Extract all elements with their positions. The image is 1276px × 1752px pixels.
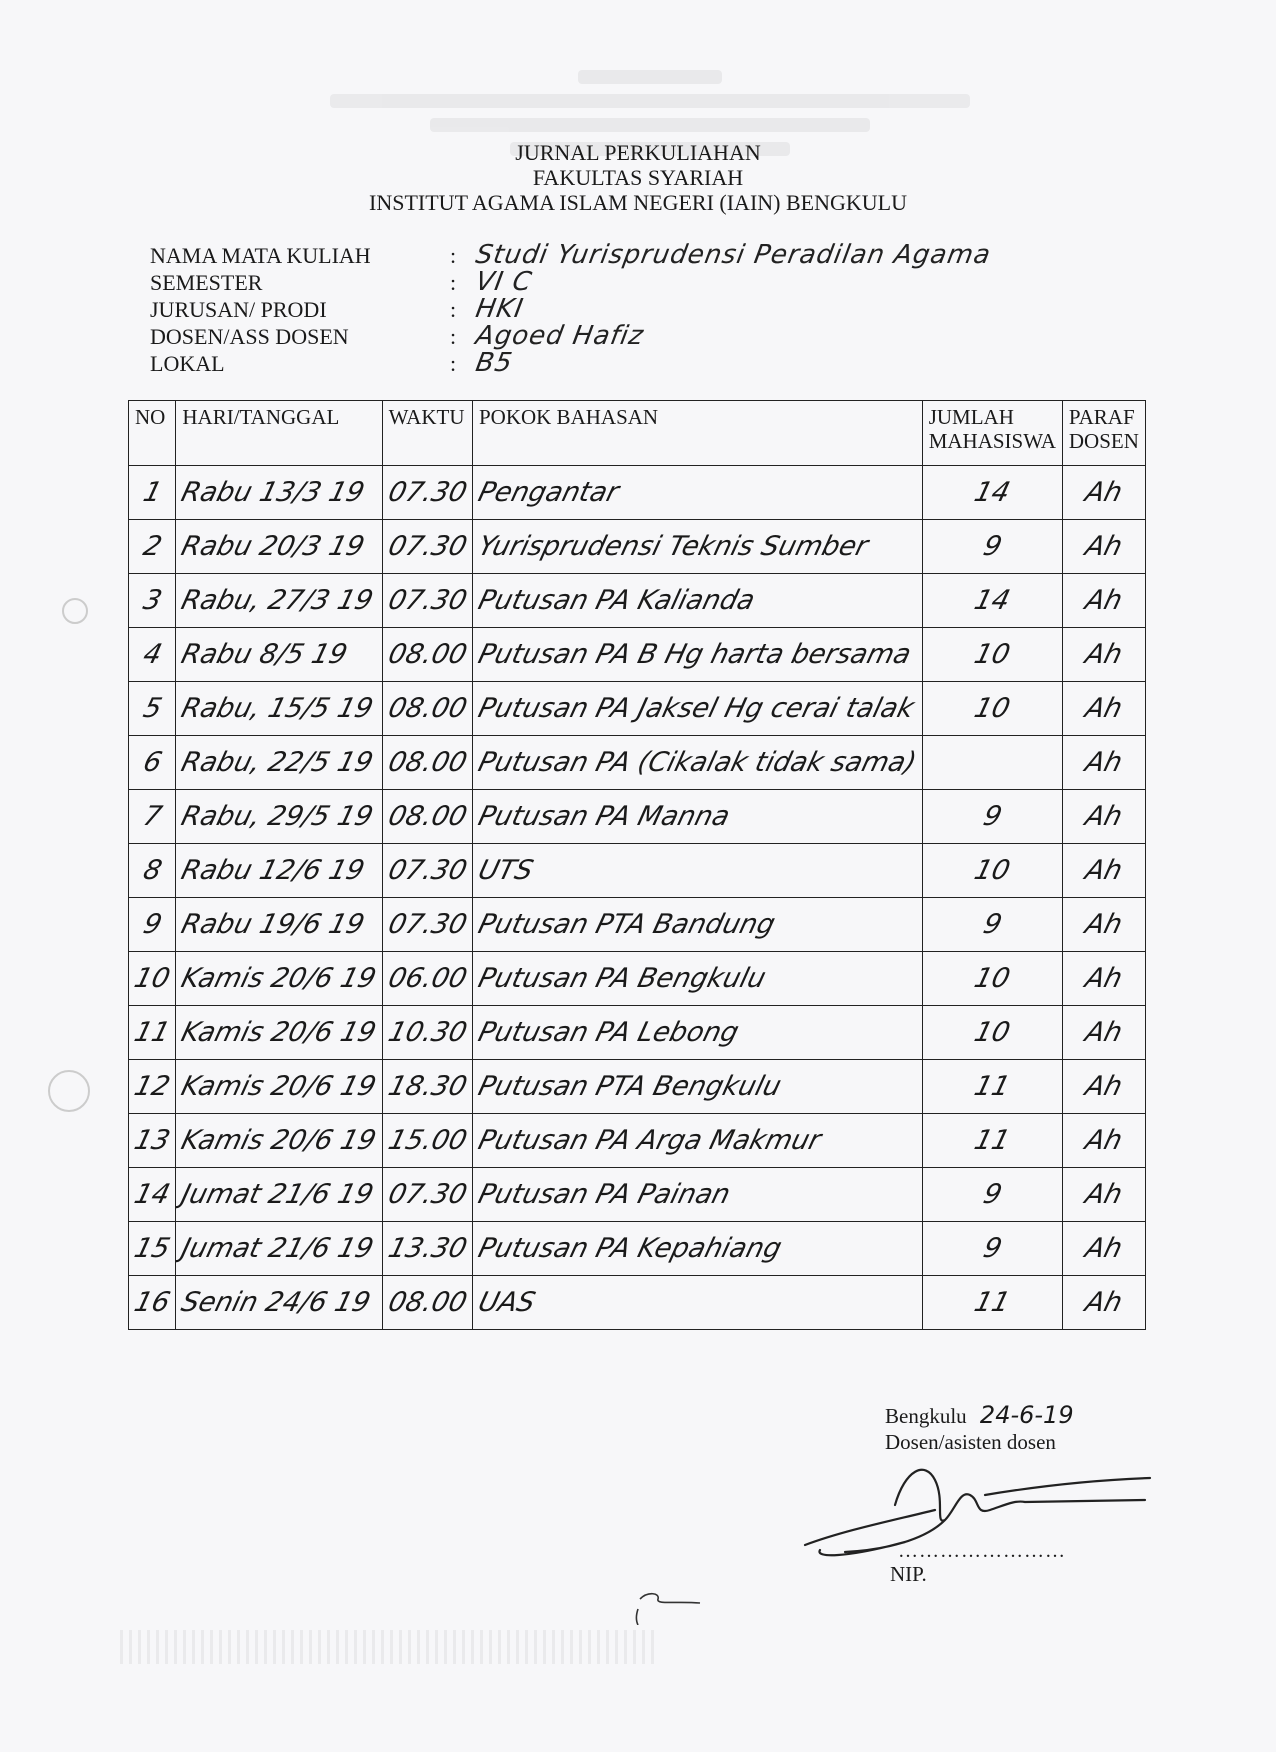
- cell-no: [129, 952, 176, 1006]
- meta-colon: :: [450, 351, 457, 376]
- cell-no: [129, 1060, 176, 1114]
- cell-pokok-bahasan-text: Putusan PA Lebong: [475, 1017, 742, 1048]
- cell-paraf-dosen-text: Ah: [1082, 1179, 1126, 1210]
- cell-pokok-bahasan-text: Putusan PA Arga Makmur: [475, 1125, 825, 1156]
- cell-hari-tanggal-text: Senin 24/6 19: [178, 1287, 374, 1318]
- meta-label: LOKAL: [150, 351, 225, 376]
- cell-hari-tanggal-text: Rabu 13/3 19: [178, 477, 368, 508]
- cell-jumlah-mahasiswa-text: 11: [971, 1287, 1014, 1318]
- meta-row-semester: [150, 269, 991, 296]
- cell-paraf-dosen-text: Ah: [1082, 747, 1126, 778]
- cell-pokok-bahasan: [472, 628, 922, 682]
- table-row: [129, 520, 1146, 574]
- cell-hari-tanggal-text: Rabu 19/6 19: [178, 909, 368, 940]
- cell-paraf-dosen: [1062, 1222, 1145, 1276]
- table-row: [129, 1222, 1146, 1276]
- cell-pokok-bahasan: [472, 952, 922, 1006]
- cell-pokok-bahasan: [472, 1168, 922, 1222]
- cell-jumlah-mahasiswa: [922, 898, 1062, 952]
- cell-jumlah-mahasiswa-text: 11: [971, 1125, 1014, 1156]
- cell-pokok-bahasan-text: Putusan PA Kalianda: [475, 585, 758, 616]
- cell-jumlah-mahasiswa: [922, 1276, 1062, 1330]
- cell-no: [129, 628, 176, 682]
- cell-no-text: 11: [131, 1017, 174, 1048]
- cell-paraf-dosen-text: Ah: [1082, 963, 1126, 994]
- cell-jumlah-mahasiswa-text: 9: [979, 531, 1005, 562]
- header-paraf: [1062, 401, 1145, 466]
- cell-paraf-dosen: [1062, 1114, 1145, 1168]
- cell-paraf-dosen: [1062, 682, 1145, 736]
- cell-waktu: [382, 736, 472, 790]
- faint-barcode-bleed: [120, 1630, 660, 1664]
- meta-label: DOSEN/ASS DOSEN: [150, 324, 349, 349]
- cell-no-text: 3: [139, 585, 165, 616]
- table-header-row: [129, 401, 1146, 466]
- meta-label: SEMESTER: [150, 270, 263, 295]
- cell-waktu-text: 08.00: [384, 801, 470, 832]
- cell-no-text: 6: [139, 747, 165, 778]
- cell-no-text: 10: [131, 963, 174, 994]
- cell-pokok-bahasan-text: Putusan PA (Cikalak tidak sama): [475, 747, 920, 778]
- meta-value: Studi Yurisprudensi Peradilan Agama: [473, 240, 994, 270]
- cell-no: [129, 1006, 176, 1060]
- cell-no-text: 13: [131, 1125, 174, 1156]
- cell-jumlah-mahasiswa: [922, 790, 1062, 844]
- header-pokok: POKOK BAHASAN: [472, 401, 922, 466]
- cell-no: [129, 520, 176, 574]
- cell-paraf-dosen-text: Ah: [1082, 585, 1126, 616]
- cell-hari-tanggal-text: Rabu, 22/5 19: [178, 747, 377, 778]
- meta-colon: :: [450, 297, 457, 322]
- meta-value: Agoed Hafiz: [473, 321, 647, 351]
- cell-waktu-text: 10.30: [384, 1017, 470, 1048]
- cell-no: [129, 898, 176, 952]
- cell-pokok-bahasan: [472, 1114, 922, 1168]
- table-row: [129, 682, 1146, 736]
- meta-colon: :: [450, 324, 457, 349]
- meta-value: B5: [473, 348, 516, 378]
- cell-jumlah-mahasiswa-text: 9: [979, 1179, 1005, 1210]
- signature-block: [885, 1402, 1074, 1455]
- cell-pokok-bahasan: [472, 844, 922, 898]
- cell-paraf-dosen: [1062, 1276, 1145, 1330]
- cell-paraf-dosen-text: Ah: [1082, 1017, 1126, 1048]
- cell-pokok-bahasan-text: Putusan PA Bengkulu: [475, 963, 769, 994]
- cell-paraf-dosen-text: Ah: [1082, 531, 1126, 562]
- cell-waktu: [382, 844, 472, 898]
- cell-pokok-bahasan-text: UTS: [475, 855, 537, 886]
- cell-pokok-bahasan: [472, 790, 922, 844]
- cell-jumlah-mahasiswa: [922, 520, 1062, 574]
- meta-label: NAMA MATA KULIAH: [150, 243, 371, 268]
- cell-pokok-bahasan-text: Putusan PA Painan: [475, 1179, 734, 1210]
- cell-waktu: [382, 952, 472, 1006]
- cell-waktu-text: 08.00: [384, 693, 470, 724]
- cell-pokok-bahasan-text: Putusan PA Manna: [475, 801, 733, 832]
- cell-waktu: [382, 628, 472, 682]
- meta-value: VI C: [473, 267, 535, 297]
- cell-hari-tanggal: [176, 1168, 382, 1222]
- cell-no: [129, 1222, 176, 1276]
- cell-paraf-dosen-text: Ah: [1082, 855, 1126, 886]
- cell-jumlah-mahasiswa-text: 9: [979, 1233, 1005, 1264]
- cell-no: [129, 1276, 176, 1330]
- punch-hole-bottom: [48, 1070, 90, 1112]
- cell-hari-tanggal: [176, 1006, 382, 1060]
- cell-no-text: 9: [139, 909, 165, 940]
- cell-pokok-bahasan-text: Putusan PA Kepahiang: [475, 1233, 785, 1264]
- cell-pokok-bahasan-text: Putusan PTA Bengkulu: [475, 1071, 785, 1102]
- place-date-line: [885, 1402, 1074, 1429]
- cell-paraf-dosen: [1062, 628, 1145, 682]
- cell-pokok-bahasan: [472, 1222, 922, 1276]
- meta-row-course: [150, 240, 994, 270]
- footer-role: Dosen/asisten dosen: [885, 1430, 1056, 1454]
- cell-pokok-bahasan: [472, 466, 922, 520]
- cell-hari-tanggal-text: Rabu, 29/5 19: [178, 801, 377, 832]
- header-jumlah-line1: JUMLAH: [928, 405, 1014, 429]
- cell-no-text: 15: [131, 1233, 174, 1264]
- table-row: [129, 466, 1146, 520]
- cell-waktu-text: 18.30: [384, 1071, 470, 1102]
- header-paraf-line1: PARAF: [1068, 405, 1135, 429]
- cell-no-text: 5: [139, 693, 165, 724]
- cell-hari-tanggal-text: Rabu 12/6 19: [178, 855, 368, 886]
- cell-waktu-text: 07.30: [384, 1179, 470, 1210]
- footer-place: Bengkulu: [885, 1404, 967, 1428]
- cell-hari-tanggal: [176, 574, 382, 628]
- punch-hole-top: [62, 598, 88, 624]
- nip-line: ……………………: [898, 1540, 1066, 1562]
- header-jumlah: [922, 401, 1062, 466]
- header-no: NO: [129, 401, 176, 466]
- cell-pokok-bahasan: [472, 682, 922, 736]
- cell-paraf-dosen-text: Ah: [1082, 1125, 1126, 1156]
- cell-waktu: [382, 520, 472, 574]
- cell-hari-tanggal: [176, 1276, 382, 1330]
- cell-jumlah-mahasiswa: [922, 736, 1062, 790]
- document-header: [0, 140, 1276, 215]
- cell-jumlah-mahasiswa-text: 14: [971, 585, 1014, 616]
- cell-no: [129, 736, 176, 790]
- table-row: [129, 844, 1146, 898]
- cell-waktu-text: 15.00: [384, 1125, 470, 1156]
- table-row: [129, 736, 1146, 790]
- cell-jumlah-mahasiswa: [922, 952, 1062, 1006]
- cell-paraf-dosen: [1062, 1006, 1145, 1060]
- cell-no: [129, 574, 176, 628]
- cell-hari-tanggal: [176, 898, 382, 952]
- cell-hari-tanggal: [176, 844, 382, 898]
- cell-hari-tanggal-text: Rabu, 27/3 19: [178, 585, 377, 616]
- header-institute: INSTITUT AGAMA ISLAM NEGERI (IAIN) BENGKULU: [369, 190, 907, 215]
- header-jumlah-line2: MAHASISWA: [928, 429, 1056, 453]
- table-row: [129, 1276, 1146, 1330]
- cell-paraf-dosen: [1062, 790, 1145, 844]
- cell-paraf-dosen: [1062, 844, 1145, 898]
- cell-paraf-dosen-text: Ah: [1082, 693, 1126, 724]
- cell-jumlah-mahasiswa: [922, 574, 1062, 628]
- cell-waktu-text: 08.00: [384, 1287, 470, 1318]
- cell-paraf-dosen-text: Ah: [1082, 909, 1126, 940]
- cell-no: [129, 844, 176, 898]
- cell-pokok-bahasan-text: Putusan PA B Hg harta bersama: [475, 639, 915, 670]
- header-title: JURNAL PERKULIAHAN: [515, 140, 761, 165]
- cell-waktu: [382, 1168, 472, 1222]
- cell-paraf-dosen: [1062, 574, 1145, 628]
- course-meta: [150, 240, 994, 378]
- header-faculty: FAKULTAS SYARIAH: [532, 165, 744, 190]
- cell-paraf-dosen: [1062, 952, 1145, 1006]
- cell-jumlah-mahasiswa: [922, 844, 1062, 898]
- cell-no-text: 16: [131, 1287, 174, 1318]
- table-row: [129, 952, 1146, 1006]
- cell-no: [129, 682, 176, 736]
- cell-hari-tanggal: [176, 466, 382, 520]
- cell-hari-tanggal-text: Rabu 8/5 19: [178, 639, 351, 670]
- cell-waktu-text: 07.30: [384, 585, 470, 616]
- cell-jumlah-mahasiswa-text: 11: [971, 1071, 1014, 1102]
- cell-no-text: 2: [139, 531, 165, 562]
- cell-hari-tanggal: [176, 736, 382, 790]
- meta-value: HKI: [473, 294, 527, 324]
- cell-waktu: [382, 1060, 472, 1114]
- cell-jumlah-mahasiswa-text: 10: [971, 855, 1014, 886]
- cell-waktu-text: 08.00: [384, 639, 470, 670]
- cell-waktu-text: 07.30: [384, 531, 470, 562]
- cell-jumlah-mahasiswa: [922, 1222, 1062, 1276]
- cell-waktu-text: 06.00: [384, 963, 470, 994]
- table-body: [129, 466, 1146, 1330]
- cell-jumlah-mahasiswa: [922, 1114, 1062, 1168]
- cell-hari-tanggal: [176, 682, 382, 736]
- cell-hari-tanggal: [176, 790, 382, 844]
- cell-jumlah-mahasiswa: [922, 1006, 1062, 1060]
- cell-hari-tanggal-text: Kamis 20/6 19: [178, 1017, 380, 1048]
- cell-jumlah-mahasiswa: [922, 1168, 1062, 1222]
- table-row: [129, 574, 1146, 628]
- cell-jumlah-mahasiswa: [922, 628, 1062, 682]
- cell-no-text: 7: [139, 801, 165, 832]
- cell-pokok-bahasan: [472, 736, 922, 790]
- cell-no: [129, 466, 176, 520]
- table-row: [129, 1168, 1146, 1222]
- cell-no-text: 1: [139, 477, 165, 508]
- cell-hari-tanggal: [176, 1222, 382, 1276]
- cell-waktu-text: 07.30: [384, 855, 470, 886]
- cell-no-text: 12: [131, 1071, 174, 1102]
- cell-paraf-dosen-text: Ah: [1082, 639, 1126, 670]
- table-row: [129, 1114, 1146, 1168]
- cell-hari-tanggal-text: Kamis 20/6 19: [178, 1125, 380, 1156]
- cell-paraf-dosen: [1062, 898, 1145, 952]
- cell-no: [129, 790, 176, 844]
- table-row: [129, 628, 1146, 682]
- cell-waktu: [382, 1276, 472, 1330]
- cell-waktu: [382, 790, 472, 844]
- cell-hari-tanggal: [176, 1060, 382, 1114]
- table-row: [129, 1006, 1146, 1060]
- meta-row-dosen: [150, 323, 991, 350]
- cell-jumlah-mahasiswa: [922, 682, 1062, 736]
- cell-paraf-dosen: [1062, 520, 1145, 574]
- cell-paraf-dosen-text: Ah: [1082, 477, 1126, 508]
- header-hari: HARI/TANGGAL: [176, 401, 382, 466]
- footer-date: 24-6-19: [979, 1401, 1074, 1429]
- cell-paraf-dosen-text: Ah: [1082, 1233, 1126, 1264]
- meta-colon: :: [450, 270, 457, 295]
- cell-waktu: [382, 574, 472, 628]
- cell-jumlah-mahasiswa-text: 10: [971, 963, 1014, 994]
- cell-waktu: [382, 682, 472, 736]
- cell-hari-tanggal-text: Rabu 20/3 19: [178, 531, 368, 562]
- attendance-table: [128, 400, 1146, 1330]
- cell-jumlah-mahasiswa-text: 9: [979, 801, 1005, 832]
- cell-paraf-dosen: [1062, 1060, 1145, 1114]
- stray-mark: [630, 1585, 720, 1625]
- cell-paraf-dosen: [1062, 1168, 1145, 1222]
- header-waktu: WAKTU: [382, 401, 472, 466]
- cell-waktu-text: 07.30: [384, 909, 470, 940]
- cell-pokok-bahasan: [472, 520, 922, 574]
- meta-row-lokal: [150, 350, 991, 377]
- cell-waktu: [382, 1114, 472, 1168]
- cell-hari-tanggal-text: Rabu, 15/5 19: [178, 693, 377, 724]
- cell-hari-tanggal: [176, 1114, 382, 1168]
- meta-row-jurusan: [150, 296, 991, 323]
- cell-paraf-dosen: [1062, 736, 1145, 790]
- cell-pokok-bahasan-text: Putusan PTA Bandung: [475, 909, 779, 940]
- cell-hari-tanggal: [176, 520, 382, 574]
- cell-waktu: [382, 1222, 472, 1276]
- cell-pokok-bahasan-text: Putusan PA Jaksel Hg cerai talak: [475, 693, 918, 724]
- cell-paraf-dosen-text: Ah: [1082, 1287, 1126, 1318]
- cell-jumlah-mahasiswa-text: 10: [971, 1017, 1014, 1048]
- cell-pokok-bahasan: [472, 1060, 922, 1114]
- cell-no: [129, 1168, 176, 1222]
- cell-waktu-text: 07.30: [384, 477, 470, 508]
- cell-hari-tanggal: [176, 952, 382, 1006]
- cell-jumlah-mahasiswa-text: 10: [971, 639, 1014, 670]
- cell-hari-tanggal-text: Kamis 20/6 19: [178, 963, 380, 994]
- table-row: [129, 1060, 1146, 1114]
- cell-pokok-bahasan: [472, 1006, 922, 1060]
- cell-hari-tanggal-text: Jumat 21/6 19: [178, 1233, 377, 1264]
- cell-jumlah-mahasiswa: [922, 1060, 1062, 1114]
- cell-no: [129, 1114, 176, 1168]
- cell-waktu: [382, 1006, 472, 1060]
- cell-paraf-dosen-text: Ah: [1082, 1071, 1126, 1102]
- cell-jumlah-mahasiswa: [922, 466, 1062, 520]
- cell-hari-tanggal: [176, 628, 382, 682]
- cell-paraf-dosen-text: Ah: [1082, 801, 1126, 832]
- cell-waktu: [382, 898, 472, 952]
- cell-pokok-bahasan-text: Yurisprudensi Teknis Sumber: [475, 531, 872, 562]
- header-paraf-line2: DOSEN: [1068, 429, 1139, 453]
- cell-paraf-dosen: [1062, 466, 1145, 520]
- cell-waktu-text: 13.30: [384, 1233, 470, 1264]
- table-row: [129, 790, 1146, 844]
- cell-pokok-bahasan-text: Pengantar: [475, 477, 622, 508]
- cell-hari-tanggal-text: Jumat 21/6 19: [178, 1179, 377, 1210]
- cell-waktu-text: 08.00: [384, 747, 470, 778]
- cell-pokok-bahasan: [472, 898, 922, 952]
- meta-label: JURUSAN/ PRODI: [150, 297, 327, 322]
- table-row: [129, 898, 1146, 952]
- cell-pokok-bahasan: [472, 1276, 922, 1330]
- nip-label: NIP.: [890, 1562, 927, 1586]
- meta-colon: :: [450, 243, 457, 268]
- cell-no-text: 4: [139, 639, 165, 670]
- cell-pokok-bahasan-text: UAS: [475, 1287, 539, 1318]
- cell-jumlah-mahasiswa-text: 14: [971, 477, 1014, 508]
- cell-pokok-bahasan: [472, 574, 922, 628]
- cell-no-text: 8: [139, 855, 165, 886]
- cell-hari-tanggal-text: Kamis 20/6 19: [178, 1071, 380, 1102]
- cell-jumlah-mahasiswa-text: 9: [979, 909, 1005, 940]
- cell-waktu: [382, 466, 472, 520]
- cell-jumlah-mahasiswa-text: 10: [971, 693, 1014, 724]
- cell-no-text: 14: [131, 1179, 174, 1210]
